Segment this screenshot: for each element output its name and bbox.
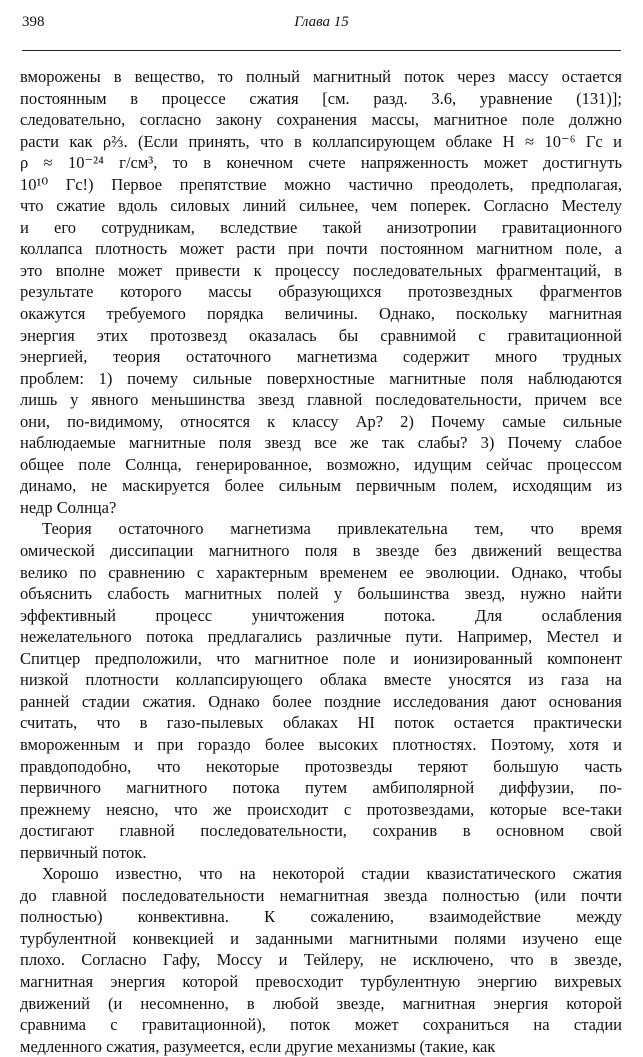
- text-line: велико по сравнению с характерным временем ее эволюции. Однако, чтобы: [20, 562, 622, 582]
- text-line: Хорошо известно, что на некоторой стадии квазистатического сжатия: [42, 864, 622, 884]
- text-line: до главной последовательности немагнитная звезда полностью (или почти: [20, 885, 622, 905]
- text-line: следовательно, согласно закону сохранения массы, магнитное поле должно: [20, 110, 622, 130]
- text-line: энергией, теория остаточного магнетизма содержит много трудных: [20, 347, 622, 367]
- text-line: коллапса плотность может расти при почти постоянном магнитном поле, а: [20, 239, 622, 259]
- text-line: омической диссипации магнитного поля в звезде без движений вещества: [20, 541, 622, 561]
- text-line: лишь у явного меньшинства звезд главной последовательности, причем все: [20, 390, 622, 410]
- text-line: считать, что в газо-пылевых облаках HI поток остается практически: [20, 713, 622, 733]
- text-line: сравнима с гравитационной), поток может сохраниться на стадии: [20, 1015, 622, 1035]
- text-line: расти как ρ⅔. (Если принять, что в коллапсирующем облаке H ≈ 10⁻⁶ Гс и: [20, 131, 622, 151]
- text-line: динамо, не маскируется более сильным первичным полем, исходящим из: [20, 476, 622, 496]
- text-line: 10¹⁰ Гс!) Первое препятствие можно частично преодолеть, предполагая,: [20, 174, 622, 194]
- text-line: правдоподобно, что некоторые протозвезды теряют большую часть: [20, 756, 622, 776]
- page-number: 398: [22, 14, 45, 30]
- text-line: эффективный процесс уничтожения потока. Для ослабления: [20, 605, 622, 625]
- body-text: [20, 66, 622, 1057]
- text-line: результате которого массы образующихся протозвездных фрагментов: [20, 282, 622, 302]
- header-rule: [22, 50, 621, 51]
- text-line: что сжатие вдоль силовых линий сильнее, чем поперек. Согласно Местелу: [20, 196, 622, 216]
- text-line: объяснить слабость магнитных полей у большинства звезд, нужно найти: [20, 584, 622, 604]
- text-line: окажутся требуемого порядка величины. Однако, поскольку магнитная: [20, 304, 622, 324]
- text-line: вмороженным и при гораздо более высоких плотностях. Поэтому, хотя и: [20, 734, 622, 754]
- text-line: это вполне может привести к процессу последовательных фрагментаций, в: [20, 260, 622, 280]
- text-line: прежнему неясно, что же происходит с протозвездами, которые все-таки: [20, 799, 622, 819]
- text-line: проблем: 1) почему сильные поверхностные магнитные поля наблюдаются: [20, 368, 622, 388]
- text-line: магнитная энергия которой превосходит турбулентную энергию вихревых: [20, 971, 622, 991]
- page-header: [22, 14, 621, 38]
- text-line: медленного сжатия, разумеется, если другие механизмы (такие, как: [20, 1036, 496, 1056]
- paragraph: [20, 66, 622, 518]
- text-line: турбулентной конвекцией и заданными магнитными полями изучено еще: [20, 928, 622, 948]
- text-line: вморожены в вещество, то полный магнитный поток через массу остается: [20, 67, 622, 86]
- text-line: постоянным в процессе сжатия [см. разд. 3.6, уравнение (131)];: [20, 88, 622, 108]
- text-line: полностью) конвективна. К сожалению, взаимодействие между: [20, 907, 622, 927]
- text-line: наблюдаемые магнитные поля звезд все же так слабы? 3) Почему слабое: [20, 433, 622, 453]
- text-line: достигают главной последовательности, сохранив в основном свой: [20, 821, 622, 841]
- text-line: первичный поток.: [20, 842, 147, 862]
- text-line: движений (и несомненно, в любой звезде, магнитная энергия которой: [20, 993, 622, 1013]
- text-line: недр Солнца?: [20, 497, 117, 517]
- text-line: низкой плотности коллапсирующего облака вместе уносятся из газа на: [20, 670, 622, 690]
- text-line: они, по-видимому, относятся к классу Ap? 2) Почему самые сильные: [20, 411, 622, 431]
- text-line: общее поле Солнца, генерированное, возможно, идущим сейчас процессом: [20, 454, 622, 474]
- text-line: ранней стадии сжатия. Однако более поздние исследования дают основания: [20, 691, 622, 711]
- text-line: и его сотрудникам, вследствие такой анизотропии гравитационного: [20, 217, 622, 237]
- text-line: ρ ≈ 10⁻²⁴ г/см³, то в конечном счете напряженность может достигнуть: [20, 153, 622, 173]
- paragraph: [20, 863, 622, 1057]
- text-line: Спитцер предположили, что магнитное поле и ионизированный компонент: [20, 648, 622, 668]
- text-line: плохо. Согласно Гафу, Моссу и Тейлеру, не исключено, что в звезде,: [20, 950, 622, 970]
- chapter-title: Глава 15: [294, 14, 349, 30]
- text-line: энергия этих протозвезд оказалась бы сравнимой с гравитационной: [20, 325, 622, 345]
- text-line: нежелательного потока предлагались различные пути. Например, Местел и: [20, 627, 622, 647]
- text-line: Теория остаточного магнетизма привлекательна тем, что время: [42, 519, 622, 539]
- text-line: первичного магнитного потока путем амбиполярной диффузии, по-: [20, 778, 622, 798]
- paragraph: [20, 518, 622, 863]
